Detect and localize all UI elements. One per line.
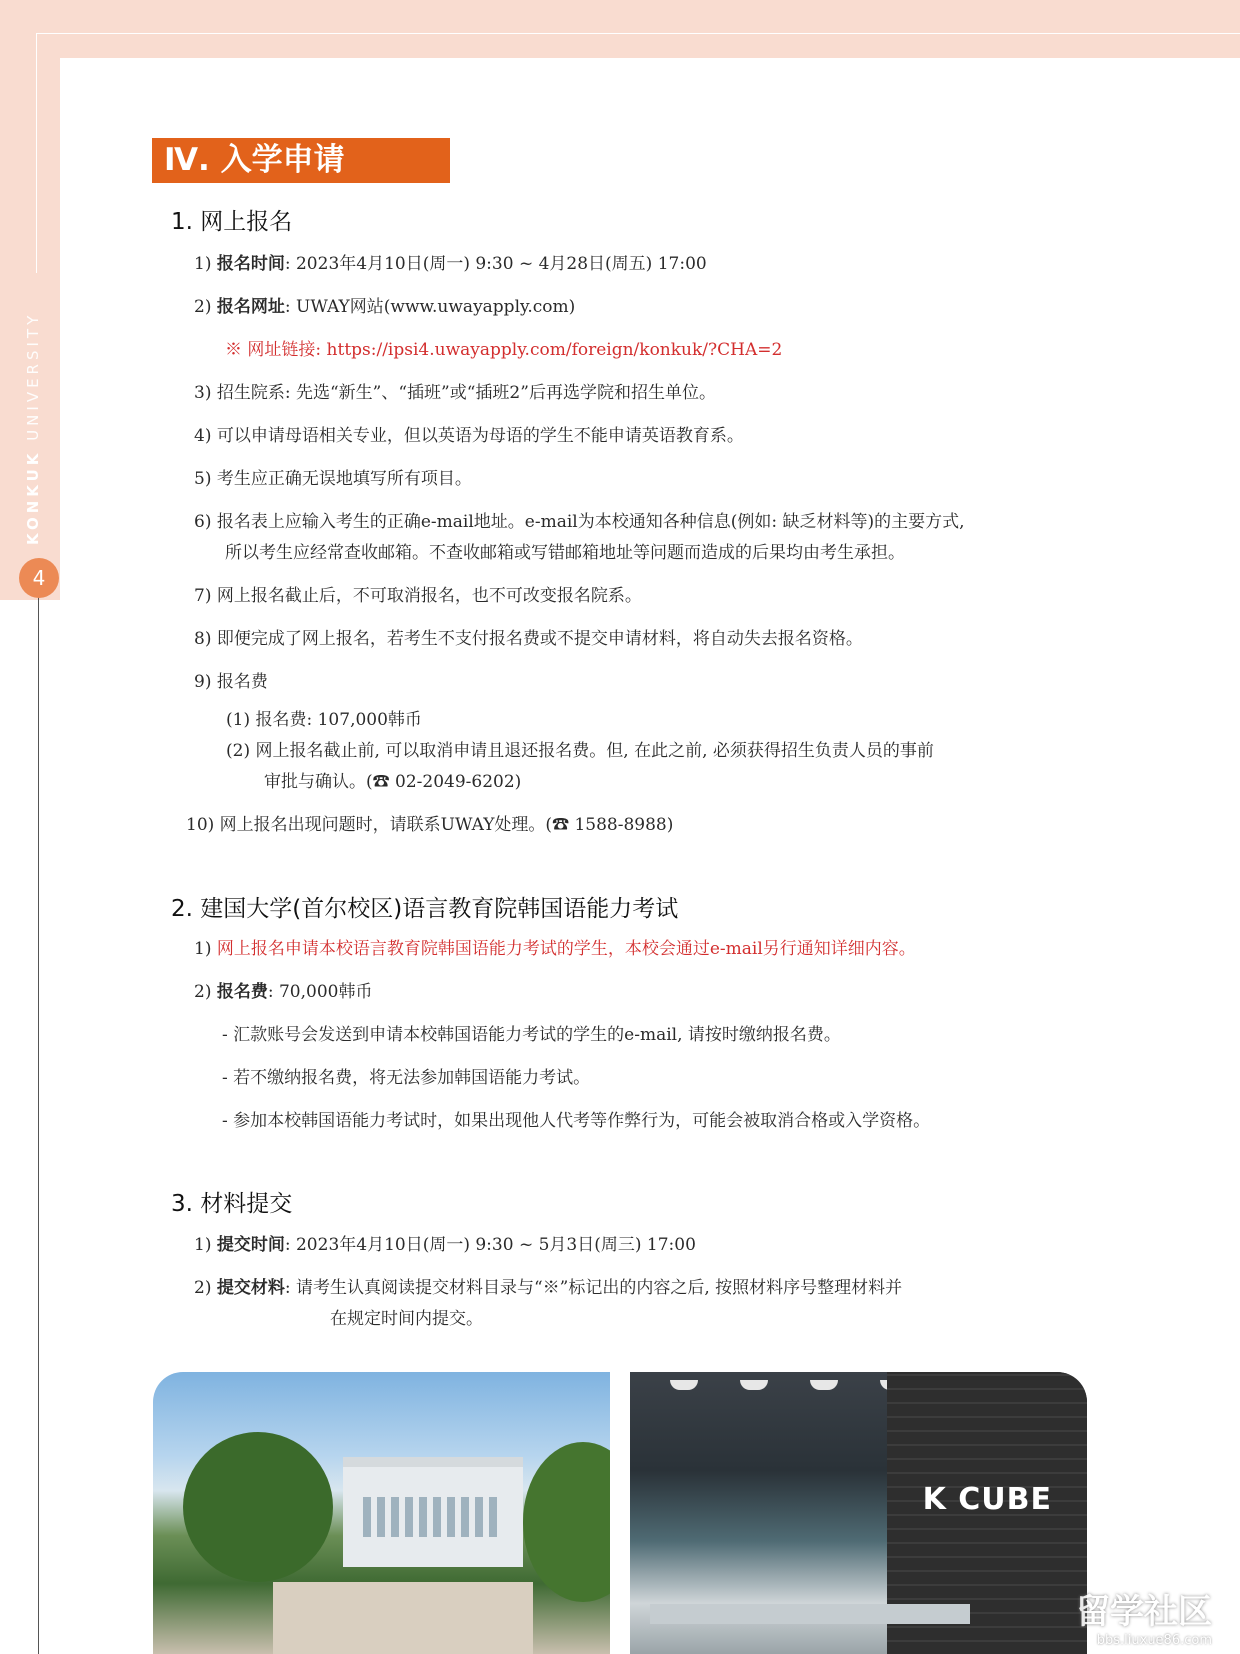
list-item: 1) 提交时间: 2023年4月10日(周一) 9:30 ~ 5月3日(周三) 17:00	[194, 1235, 696, 1255]
list-item: 1) 网上报名申请本校语言教育院韩国语能力考试的学生，本校会通过e-mail另行通知详细内容。	[194, 939, 916, 959]
sub-item: (2) 网上报名截止前, 可以取消申请且退还报名费。但, 在此之前, 必须获得招生负责人员的事前	[226, 741, 934, 761]
section-heading-1: 1. 网上报名	[171, 209, 293, 235]
page-rule	[38, 595, 39, 1654]
link-note[interactable]: ※ 网址链接: https://ipsi4.uwayapply.com/foreign/konkuk/?CHA=2	[225, 340, 783, 360]
frame-line	[36, 33, 1240, 34]
dash-item: - 若不缴纳报名费，将无法参加韩国语能力考试。	[222, 1068, 591, 1088]
list-item: 4) 可以申请母语相关专业，但以英语为母语的学生不能申请英语教育系。	[194, 426, 744, 446]
tree-shape	[183, 1432, 333, 1582]
dash-item: - 汇款账号会发送到申请本校韩国语能力考试的学生的e-mail, 请按时缴纳报名费。	[222, 1025, 841, 1045]
lower-left-margin	[0, 600, 60, 1654]
list-item: 1) 报名时间: 2023年4月10日(周一) 9:30 ~ 4月28日(周五) 17:00	[194, 254, 707, 274]
list-item: 2) 报名费: 70,000韩币	[194, 982, 373, 1002]
building-shape	[343, 1457, 523, 1567]
tree-shape	[523, 1442, 610, 1602]
lamp-shape	[670, 1380, 698, 1390]
list-item: 3) 招生院系: 先选“新生”、“插班”或“插班2”后再选学院和招生单位。	[194, 383, 716, 403]
list-item-continued: 所以考生应经常查收邮箱。不查收邮箱或写错邮箱地址等问题而造成的后果均由考生承担。	[225, 543, 905, 563]
vertical-brand: KONKUK UNIVERSITY	[24, 311, 42, 545]
page-number: 4	[19, 558, 59, 598]
lamp-shape	[740, 1380, 768, 1390]
desk-shape	[650, 1604, 970, 1624]
list-item: 9) 报名费	[194, 672, 268, 692]
kcube-photo	[630, 1372, 1087, 1654]
sub-item: (1) 报名费: 107,000韩币	[226, 710, 422, 730]
kcube-sign: K CUBE	[922, 1482, 1052, 1517]
section-heading-2: 2. 建国大学(首尔校区)语言教育院韩国语能力考试	[171, 896, 679, 922]
lamp-shape	[810, 1380, 838, 1390]
list-item: 8) 即便完成了网上报名，若考生不支付报名费或不提交申请材料，将自动失去报名资格。	[194, 629, 863, 649]
frame-line	[36, 33, 37, 273]
watermark: 留学社区 bbs.liuxue86.com	[1076, 1592, 1212, 1648]
top-band	[0, 0, 1240, 58]
list-item: 6) 报名表上应输入考生的正确e-mail地址。e-mail为本校通知各种信息(例如: 缺乏材料等)的主要方式,	[194, 512, 965, 532]
list-item: 2) 提交材料: 请考生认真阅读提交材料目录与“※”标记出的内容之后, 按照材料序号整理材料并	[194, 1278, 903, 1298]
campus-photo	[153, 1372, 610, 1654]
list-item: 10) 网上报名出现问题时，请联系UWAY处理。(☎ 1588-8988)	[186, 815, 674, 835]
list-item: 5) 考生应正确无误地填写所有项目。	[194, 469, 472, 489]
dash-item: - 参加本校韩国语能力考试时，如果出现他人代考等作弊行为，可能会被取消合格或入学资格。	[222, 1111, 931, 1131]
list-item: 7) 网上报名截止后，不可取消报名，也不可改变报名院系。	[194, 586, 642, 606]
chapter-title: Ⅳ. 入学申请	[152, 138, 450, 183]
list-item-continued: 在规定时间内提交。	[330, 1309, 483, 1329]
section-heading-3: 3. 材料提交	[171, 1191, 293, 1217]
walkway-shape	[273, 1582, 533, 1654]
sub-item-continued: 审批与确认。(☎ 02-2049-6202)	[264, 772, 522, 792]
list-item: 2) 报名网址: UWAY网站(www.uwayapply.com)	[194, 297, 576, 317]
